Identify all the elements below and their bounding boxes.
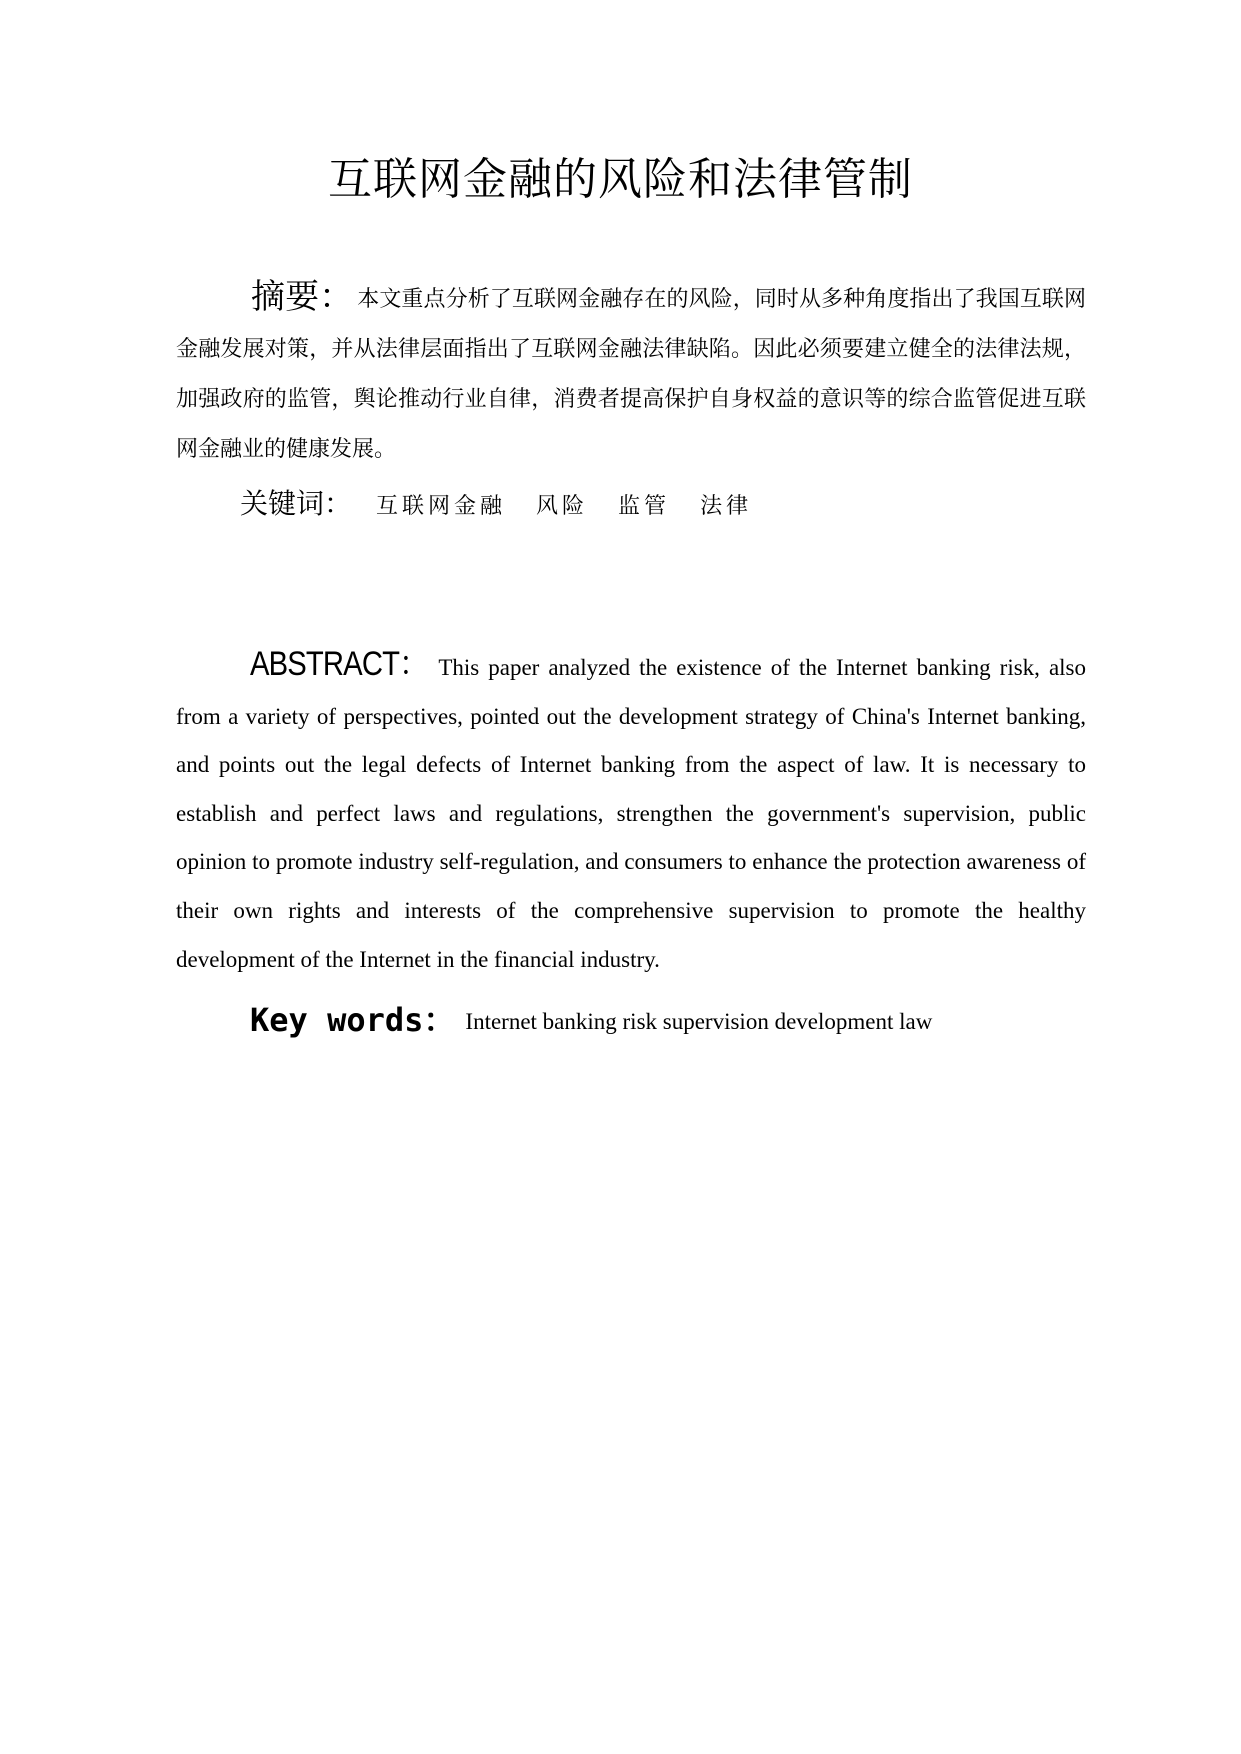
chinese-abstract-label: 摘要： [251, 277, 354, 317]
english-keywords-text: Internet banking risk supervision development law [465, 1009, 933, 1034]
chinese-abstract-text: 本文重点分析了互联网金融存在的风险，同时从多种角度指出了我国互联网金融发展对策，并从法律层面指出了互联网金融法律缺陷。因此必须要建立健全的法律法规，加强政府的监管，舆论推动行业自律，消费者提高保护自身权益的意识等的综合监管促进互联网金融业的健康发展。 [176, 287, 1086, 462]
document-title: 互联网金融的风险和法律管制 [328, 154, 913, 205]
english-abstract-text: This paper analyzed the existence of the Internet banking risk, also from a variety of perspectives, pointed out the development strategy of China's Internet banking, and points out the legal defects of Internet banking from the aspect of law. It is necessary to establish and perfect laws and regulations, strengthen the government's supervision, public opinion to promote industry self-regulation, and consumers to enhance the protection awareness of their own rights and interests of the comprehensive supervision to promote the healthy development of the Internet in the financial industry. [176, 655, 1086, 972]
chinese-keywords [240, 484, 782, 527]
chinese-keywords-label: 关键词： [240, 487, 353, 520]
chinese-keyword: 法律 [700, 494, 753, 519]
chinese-keyword: 风险 [536, 494, 589, 519]
english-keywords [250, 998, 932, 1044]
chinese-keyword: 互联网金融 [376, 494, 507, 519]
chinese-abstract [176, 272, 1086, 475]
english-abstract [176, 640, 1086, 984]
english-keywords-label: Key words： [250, 1001, 456, 1039]
chinese-keyword: 监管 [618, 494, 671, 519]
english-abstract-label: ABSTRACT： [250, 645, 428, 683]
